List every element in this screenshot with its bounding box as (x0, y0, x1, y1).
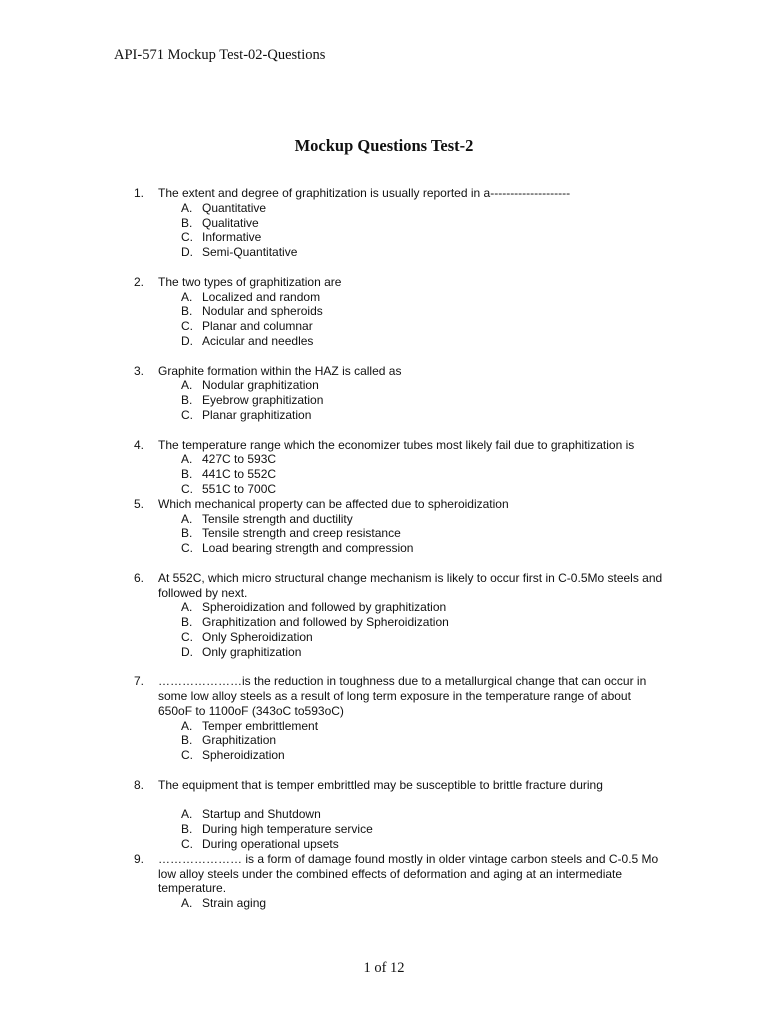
answer-option (181, 467, 664, 482)
option-letter: B. (181, 467, 193, 482)
option-text: During high temperature service (202, 822, 373, 837)
answer-option (181, 733, 664, 748)
answer-option (181, 541, 664, 556)
option-list (181, 452, 664, 496)
question-item (134, 186, 664, 260)
option-letter: C. (181, 407, 193, 422)
option-text: Quantitative (202, 200, 267, 215)
spacer (134, 260, 664, 275)
option-text: Semi-Quantitative (202, 245, 298, 260)
question-text: The temperature range which the economizer tubes most likely fail due to graphitization is (158, 437, 635, 452)
page-title: Mockup Questions Test-2 (294, 136, 474, 155)
answer-option (181, 600, 664, 615)
option-letter: C. (181, 319, 193, 334)
option-text: Planar and columnar (202, 319, 313, 334)
question-text: …………………is the reduction in toughness due to a metallurgical change that can occur in some low alloy steels as a result of long term exposure in the temperature range of about 650oF to 1100oF (343oC to593oC) (158, 674, 647, 718)
question-number: 2. (134, 274, 145, 289)
question-number: 6. (134, 570, 145, 585)
question-item (134, 364, 664, 423)
option-text: Only graphitization (202, 644, 302, 659)
option-letter: A. (181, 807, 193, 822)
answer-option (181, 615, 664, 630)
option-letter: D. (181, 644, 193, 659)
option-list (181, 807, 664, 851)
option-list (181, 378, 664, 422)
answer-option (181, 512, 664, 527)
question-text: At 552C, which micro structural change mechanism is likely to occur first in C-0.5Mo steels and followed by next. (158, 570, 663, 600)
question-item (134, 438, 664, 497)
answer-option (181, 393, 664, 408)
option-letter: B. (181, 526, 193, 541)
option-letter: D. (181, 333, 193, 348)
answer-option (181, 230, 664, 245)
option-text: Nodular and spheroids (202, 304, 323, 319)
question-text: Which mechanical property can be affected due to spheroidization (158, 496, 509, 511)
option-letter: A. (181, 718, 193, 733)
answer-option (181, 748, 664, 763)
option-text: Only Spheroidization (202, 629, 313, 644)
answer-option (181, 807, 664, 822)
option-letter: A. (181, 289, 193, 304)
option-letter: C. (181, 541, 193, 556)
option-letter: C. (181, 481, 193, 496)
question-number: 4. (134, 437, 145, 452)
question-number: 8. (134, 777, 145, 792)
option-text: Graphitization (202, 733, 277, 748)
question-text: The extent and degree of graphitization is usually reported in a-------------------- (158, 186, 571, 200)
question-number: 5. (134, 496, 145, 511)
option-letter: A. (181, 511, 193, 526)
option-letter: B. (181, 393, 193, 408)
question-text: ………………… is a form of damage found mostly in older vintage carbon steels and C-0.5 Mo low alloy steels under the combined effects of deformation and aging at an intermediate temperature. (158, 851, 659, 896)
question-item (134, 674, 664, 763)
answer-option (181, 526, 664, 541)
page-header: API-571 Mockup Test-02-Questions (114, 47, 326, 63)
option-text: Temper embrittlement (202, 718, 319, 733)
question-item (134, 497, 664, 556)
option-letter: C. (181, 230, 193, 245)
question-item (134, 778, 664, 852)
option-list (181, 201, 664, 260)
option-text: Eyebrow graphitization (202, 393, 324, 408)
option-letter: D. (181, 245, 193, 260)
option-letter: C. (181, 837, 193, 852)
question-list (134, 186, 664, 911)
option-list (181, 512, 664, 556)
spacer (134, 763, 664, 778)
answer-option (181, 719, 664, 734)
option-letter: A. (181, 200, 193, 215)
option-list (181, 719, 664, 763)
question-item (134, 571, 664, 660)
option-text: Nodular graphitization (202, 378, 319, 393)
option-list (181, 290, 664, 349)
option-text: Spheroidization and followed by graphitization (202, 600, 447, 615)
option-letter: B. (181, 822, 193, 837)
option-list (181, 896, 664, 911)
option-text: Graphitization and followed by Spheroidization (202, 615, 449, 630)
option-letter: A. (181, 452, 193, 467)
question-text: Graphite formation within the HAZ is called as (158, 363, 402, 378)
option-letter: C. (181, 748, 193, 763)
answer-option (181, 304, 664, 319)
answer-option (181, 245, 664, 260)
page-footer: 1 of 12 (363, 960, 405, 976)
option-text: Informative (202, 230, 262, 245)
question-number: 9. (134, 851, 145, 866)
option-text: During operational upsets (202, 837, 339, 852)
option-text: Startup and Shutdown (202, 807, 321, 822)
option-text: Load bearing strength and compression (202, 541, 414, 556)
question-number: 3. (134, 363, 145, 378)
option-text: Acicular and needles (202, 333, 314, 348)
option-letter: B. (181, 215, 193, 230)
question-number: 7. (134, 674, 145, 689)
option-letter: B. (181, 304, 193, 319)
option-text: 441C to 552C (202, 467, 277, 482)
option-text: 427C to 593C (202, 452, 277, 467)
answer-option (181, 452, 664, 467)
answer-option (181, 630, 664, 645)
option-letter: B. (181, 615, 193, 630)
spacer (134, 660, 664, 675)
spacer (134, 349, 664, 364)
option-text: Qualitative (202, 215, 259, 230)
question-text: The equipment that is temper embrittled may be susceptible to brittle fracture during (158, 777, 603, 792)
answer-option (181, 290, 664, 305)
option-text: Localized and random (202, 289, 321, 304)
question-number: 1. (134, 186, 145, 200)
option-text: 551C to 700C (202, 481, 277, 496)
answer-option (181, 837, 664, 852)
answer-option (181, 378, 664, 393)
answer-option (181, 408, 664, 423)
spacer (158, 793, 664, 808)
answer-option (181, 645, 664, 660)
option-letter: B. (181, 733, 193, 748)
answer-option (181, 334, 664, 349)
spacer (134, 556, 664, 571)
answer-option (181, 319, 664, 334)
option-text: Tensile strength and creep resistance (202, 526, 401, 541)
option-text: Spheroidization (202, 748, 285, 763)
option-letter: C. (181, 629, 193, 644)
answer-option (181, 896, 664, 911)
answer-option (181, 822, 664, 837)
option-list (181, 600, 664, 659)
question-item (134, 275, 664, 349)
answer-option (181, 482, 664, 497)
answer-option (181, 201, 664, 216)
question-item (134, 852, 664, 911)
option-letter: A. (181, 600, 193, 615)
question-text: The two types of graphitization are (158, 274, 342, 289)
option-letter: A. (181, 378, 193, 393)
option-text: Planar graphitization (202, 407, 312, 422)
option-text: Strain aging (202, 896, 267, 911)
option-text: Tensile strength and ductility (202, 511, 353, 526)
answer-option (181, 216, 664, 231)
spacer (134, 423, 664, 438)
option-letter: A. (181, 896, 193, 911)
